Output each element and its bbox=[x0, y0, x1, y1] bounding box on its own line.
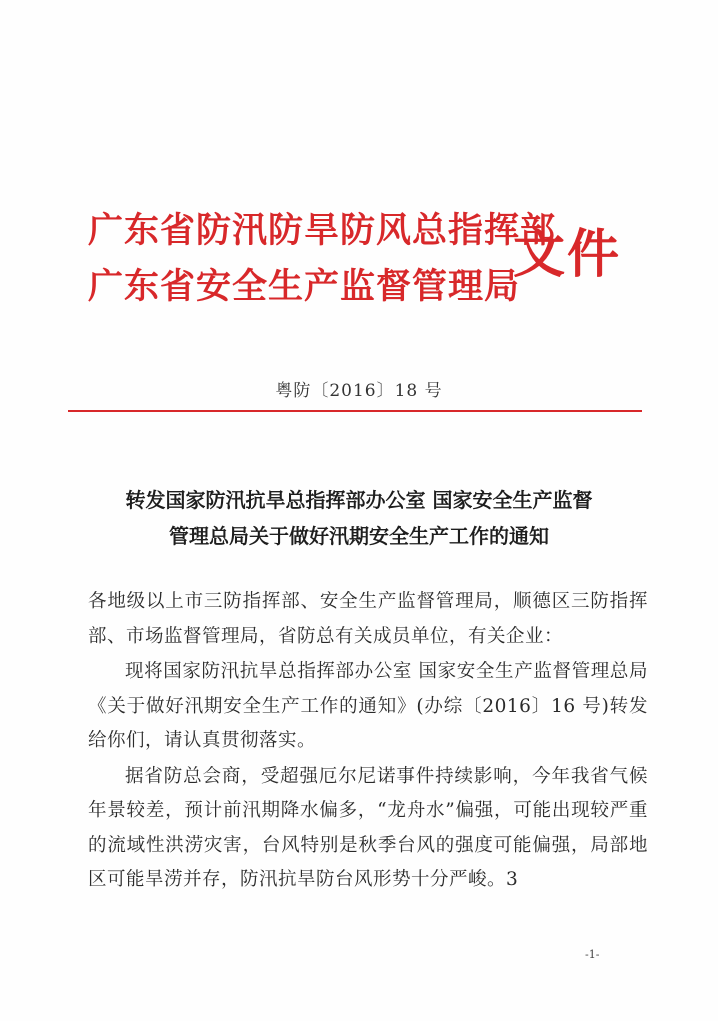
notice-body bbox=[88, 585, 648, 899]
document-type-label: 文件 bbox=[513, 224, 622, 285]
notice-title-line-1: 转发国家防汛抗旱总指挥部办公室 国家安全生产监督 bbox=[125, 488, 593, 512]
notice-title bbox=[60, 482, 658, 554]
header-divider bbox=[68, 410, 642, 412]
notice-title-line-2: 管理总局关于做好汛期安全生产工作的通知 bbox=[169, 524, 549, 548]
page-number: -1- bbox=[585, 948, 600, 961]
issuer-name-safety-bureau: 广东省安全生产监督管理局 bbox=[88, 266, 521, 307]
forwarding-paragraph: 现将国家防汛抗旱总指挥部办公室 国家安全生产监督管理总局《关于做好汛期安全生产工作的通知》(办综〔2016〕16 号)转发给你们，请认真贯彻落实。 bbox=[88, 661, 648, 751]
issuer-name-flood-control: 广东省防汛防旱防风总指挥部 bbox=[88, 210, 557, 251]
document-header bbox=[88, 205, 628, 315]
situation-paragraph: 据省防总会商，受超强厄尔尼诺事件持续影响，今年我省气候年景较差，预计前汛期降水偏多，“龙舟水”偏强，可能出现较严重的流域性洪涝灾害，台风特别是秋季台风的强度可能偏强，局部地区可能旱涝并存，防汛抗旱防台风形势十分严峻。3 bbox=[88, 765, 648, 890]
document-number: 粤防〔2016〕18 号 bbox=[275, 381, 443, 401]
addressee-paragraph: 各地级以上市三防指挥部、安全生产监督管理局，顺德区三防指挥部、市场监督管理局，省防总有关成员单位，有关企业： bbox=[88, 591, 648, 647]
